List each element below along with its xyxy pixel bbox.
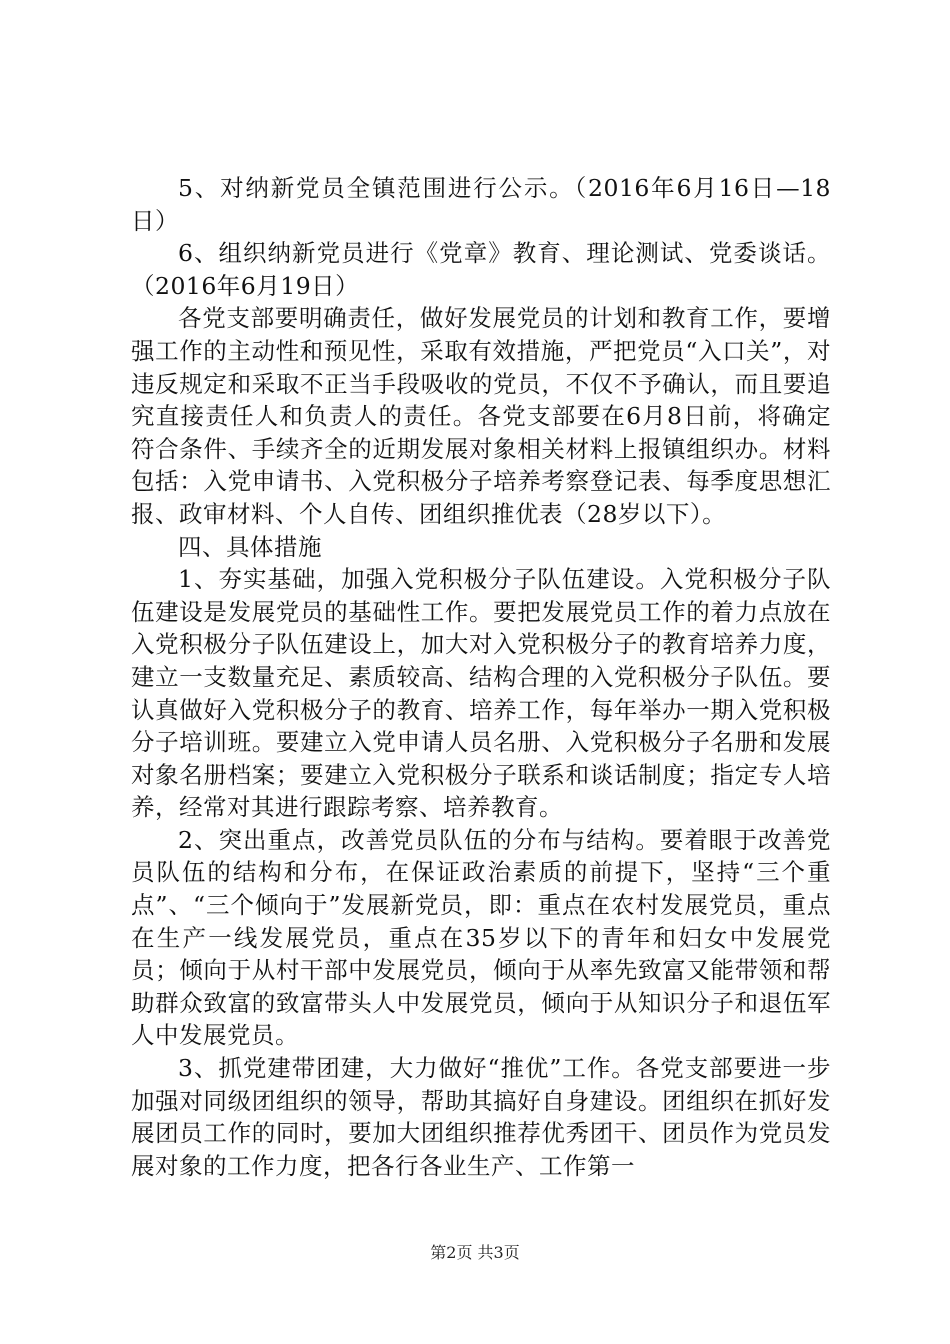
paragraph-responsibility: 各党支部要明确责任，做好发展党员的计划和教育工作，要增强工作的主动性和预见性，采取有效措施，严把党员“入口关”，对违反规定和采取不正当手段吸收的党员，不仅不予确认，而且要追究直接责任人和负责人的责任。各党支部要在6月8日前，将确定符合条件、手续齐全的近期发展对象相关材料上报镇组织办。材料包括：入党申请书、入党积极分子培养考察登记表、每季度思想汇报、政审材料、个人自传、团组织推优表（28岁以下）。 xyxy=(131,304,831,528)
paragraph-publicity-step: 5、对纳新党员全镇范围进行公示。（2016年6月16日—18日） xyxy=(131,174,831,235)
paragraph-measure-1: 1、夯实基础，加强入党积极分子队伍建设。入党积极分子队伍建设是发展党员的基础性工作。要把发展党员工作的着力点放在入党积极分子队伍建设上，加大对入党积极分子的教育培养力度，建立一支数量充足、素质较高、结构合理的入党积极分子队伍。要认真做好入党积极分子的教育、培养工作，每年举办一期入党积极分子培训班。要建立入党申请人员名册、入党积极分子名册和发展对象名册档案；要建立入党积极分子联系和谈话制度；指定专人培养，经常对其进行跟踪考察、培养教育。 xyxy=(131,565,831,822)
document-body xyxy=(131,172,831,1182)
section-heading-measures: 四、具体措施 xyxy=(178,532,322,561)
page-number-footer: 第2页 共3页 xyxy=(430,1243,520,1262)
paragraph-measure-3: 3、抓党建带团建，大力做好“推优”工作。各党支部要进一步加强对同级团组织的领导，帮助其搞好自身建设。团组织在抓好发展团员工作的同时，要加大团组织推荐优秀团干、团员作为党员发展对象的工作力度，把各行各业生产、工作第一 xyxy=(131,1054,831,1180)
paragraph-education-step: 6、组织纳新党员进行《党章》教育、理论测试、党委谈话。（2016年6月19日） xyxy=(131,239,831,300)
paragraph-measure-2: 2、突出重点，改善党员队伍的分布与结构。要着眼于改善党员队伍的结构和分布，在保证政治素质的前提下，坚持“三个重点”、“三个倾向于”发展新党员，即：重点在农村发展党员，重点在生产一线发展党员，重点在35岁以下的青年和妇女中发展党员；倾向于从村干部中发展党员，倾向于从率先致富又能带领和帮助群众致富的致富带头人中发展党员，倾向于从知识分子和退伍军人中发展党员。 xyxy=(131,825,831,1050)
